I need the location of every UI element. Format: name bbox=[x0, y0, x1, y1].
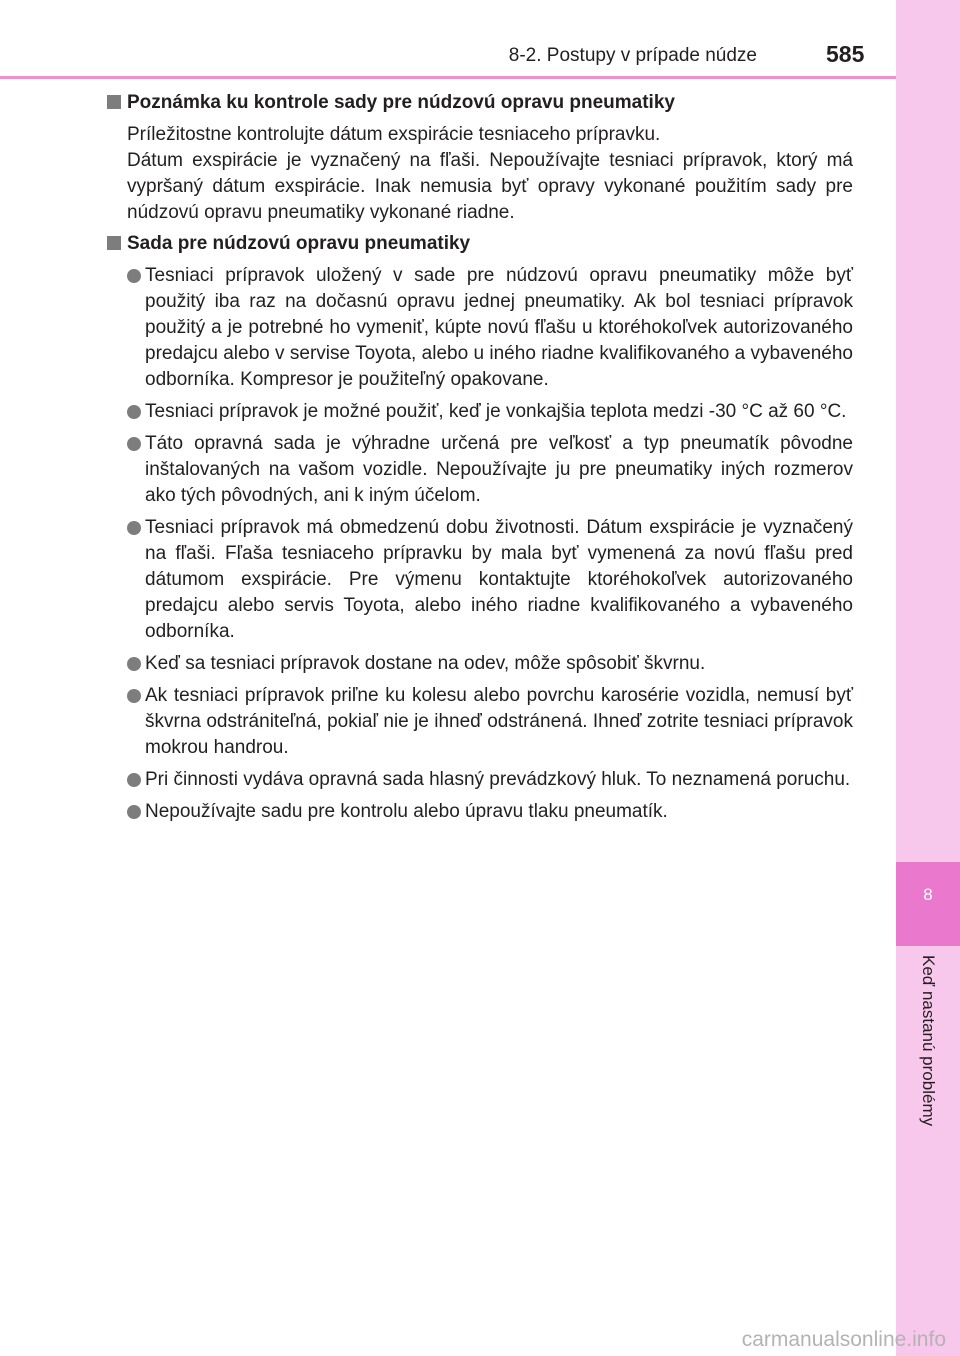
circle-bullet-icon bbox=[127, 269, 141, 283]
bullet-list bbox=[107, 263, 853, 825]
circle-bullet-icon bbox=[127, 805, 141, 819]
section-heading bbox=[107, 90, 853, 116]
watermark-link[interactable]: carmanualsonline.info bbox=[741, 1328, 946, 1351]
list-item-text: Pri činnosti vydáva opravná sada hlasný prevádzkový hluk. To neznamená poruchu. bbox=[145, 769, 851, 790]
paragraph-line: Dátum exspirácie je vyznačený na fľaši. Nepoužívajte tesniaci prípravok, ktorý má vypršaný dátum exspirácie. Inak nemusia byť opravy vykonané použitím sady pre núdzovú opravu pneumatiky vykonané riadne. bbox=[127, 150, 853, 223]
paragraph-line: Príležitostne kontrolujte dátum exspirácie tesniaceho prípravku. bbox=[127, 124, 661, 145]
circle-bullet-icon bbox=[127, 437, 141, 451]
list-item bbox=[107, 515, 853, 645]
square-bullet-icon bbox=[107, 236, 121, 250]
section-title: 8-2. Postupy v prípade núdze bbox=[508, 45, 757, 66]
section-heading bbox=[107, 231, 853, 257]
section-heading-text: Sada pre núdzovú opravu pneumatiky bbox=[127, 233, 471, 254]
header-rule bbox=[0, 76, 896, 79]
list-item bbox=[107, 263, 853, 393]
list-item-text: Nepoužívajte sadu pre kontrolu alebo úpravu tlaku pneumatík. bbox=[145, 801, 668, 822]
circle-bullet-icon bbox=[127, 521, 141, 535]
list-item-text: Tesniaci prípravok uložený v sade pre núdzovú opravu pneumatiky môže byť použitý iba raz na dočasnú opravu jednej pneumatiky. Ak bol tesniaci prípravok použitý a je potrebné ho vymeniť, kúpte novú fľašu u ktoréhokoľvek autorizovaného predajcu alebo v servise Toyota, alebo u iného riadne kvalifikovaného a vybaveného odborníka. Kompresor je použiteľný opakovane. bbox=[145, 265, 853, 390]
circle-bullet-icon bbox=[127, 773, 141, 787]
chapter-number: 8 bbox=[923, 885, 933, 904]
list-item bbox=[107, 431, 853, 509]
list-item bbox=[107, 651, 853, 677]
list-item-text: Tesniaci prípravok má obmedzenú dobu životnosti. Dátum exspirácie je vyznačený na fľaši. Fľaša tesniaceho prípravku by mala byť vymenená za novú fľašu pred dátumom exspirácie. Pre výmenu kontaktujte ktoréhokoľvek autorizovaného predajcu alebo servis Toyota, alebo iného riadne kvalifikovaného a vybaveného odborníka. bbox=[145, 517, 853, 642]
square-bullet-icon bbox=[107, 95, 121, 109]
list-item-text: Táto opravná sada je výhradne určená pre veľkosť a typ pneumatík pôvodne inštalovaných na vašom vozidle. Nepoužívajte ju pre pneumatiky iných rozmerov ako tých pôvodných, ani k iným účelom. bbox=[145, 433, 853, 506]
list-item bbox=[107, 767, 853, 793]
circle-bullet-icon bbox=[127, 657, 141, 671]
list-item-text: Keď sa tesniaci prípravok dostane na odev, môže spôsobiť škvrnu. bbox=[145, 653, 706, 674]
section-heading-text: Poznámka ku kontrole sady pre núdzovú opravu pneumatiky bbox=[127, 92, 675, 113]
circle-bullet-icon bbox=[127, 405, 141, 419]
chapter-title: Keď nastanú problémy bbox=[919, 955, 938, 1127]
list-item-text: Ak tesniaci prípravok priľne ku kolesu alebo povrchu karosérie vozidla, nemusí byť škvrna odstrániteľná, pokiaľ nie je ihneď odstránená. Ihneď zotrite tesniaci prípravok mokrou handrou. bbox=[145, 685, 853, 758]
list-item-text: Tesniaci prípravok je možné použiť, keď je vonkajšia teplota medzi -30 °C až 60 °C. bbox=[145, 401, 847, 422]
list-item bbox=[107, 799, 853, 825]
list-item bbox=[107, 399, 853, 425]
page-content bbox=[107, 90, 853, 831]
page-number: 585 bbox=[826, 41, 865, 67]
chapter-side-tab bbox=[896, 0, 960, 1356]
list-item bbox=[107, 683, 853, 761]
circle-bullet-icon bbox=[127, 689, 141, 703]
paragraph bbox=[127, 122, 853, 226]
